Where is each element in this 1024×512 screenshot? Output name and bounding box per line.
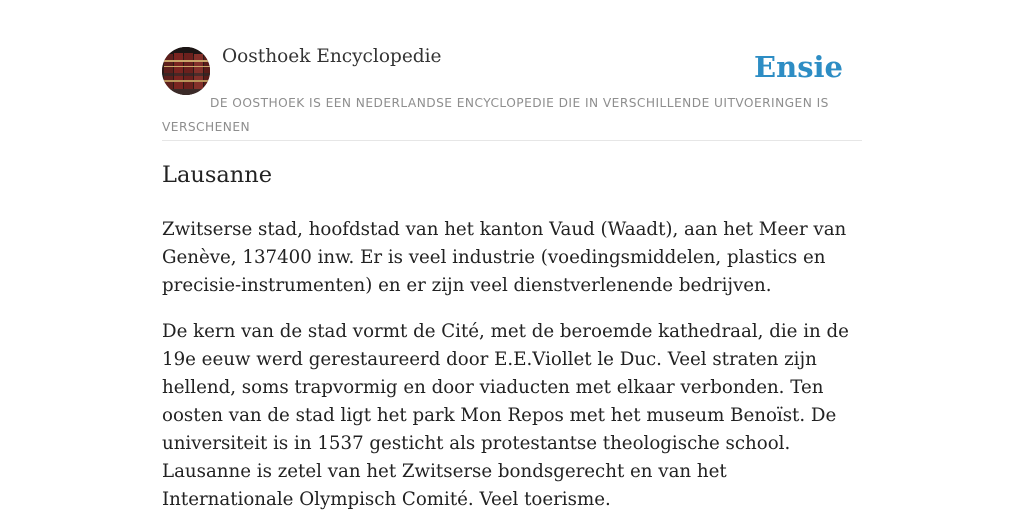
encyclopedia-books-icon bbox=[162, 47, 210, 95]
article-body bbox=[162, 216, 862, 512]
article-paragraph: Zwitserse stad, hoofdstad van het kanton Vaud (Waadt), aan het Meer van Genève, 137400 inw. Er is veel industrie (voedingsmiddelen, plastics en precisie-instrumenten) en er zijn veel dienstverlenende bedrijven. bbox=[162, 219, 847, 296]
article-paragraph: De kern van de stad vormt de Cité, met de beroemde kathedraal, die in de 19e eeuw werd gerestaureerd door E.E.Viollet le Duc. Veel straten zijn hellend, soms trapvormig en door viaducten met elkaar verbonden. Ten oosten van de stad ligt het park Mon Repos met het museum Benoïst. De universiteit is in 1537 gesticht als protestantse theologische school. Lausanne is zetel van het Zwitserse bondsgerecht en van het Internationale Olympisch Comité. Veel toerisme. bbox=[162, 321, 849, 510]
site-tagline: DE OOSTHOEK IS EEN NEDERLANDSE ENCYCLOPEDIE DIE IN VERSCHILLENDE UITVOERINGEN IS VERSCHENEN bbox=[162, 96, 829, 134]
site-header bbox=[162, 46, 862, 141]
avatar[interactable] bbox=[162, 47, 210, 95]
site-name[interactable]: Oosthoek Encyclopedie bbox=[222, 46, 442, 67]
brand-logo-link[interactable]: Ensie bbox=[754, 50, 843, 84]
article-title: Lausanne bbox=[162, 162, 273, 188]
